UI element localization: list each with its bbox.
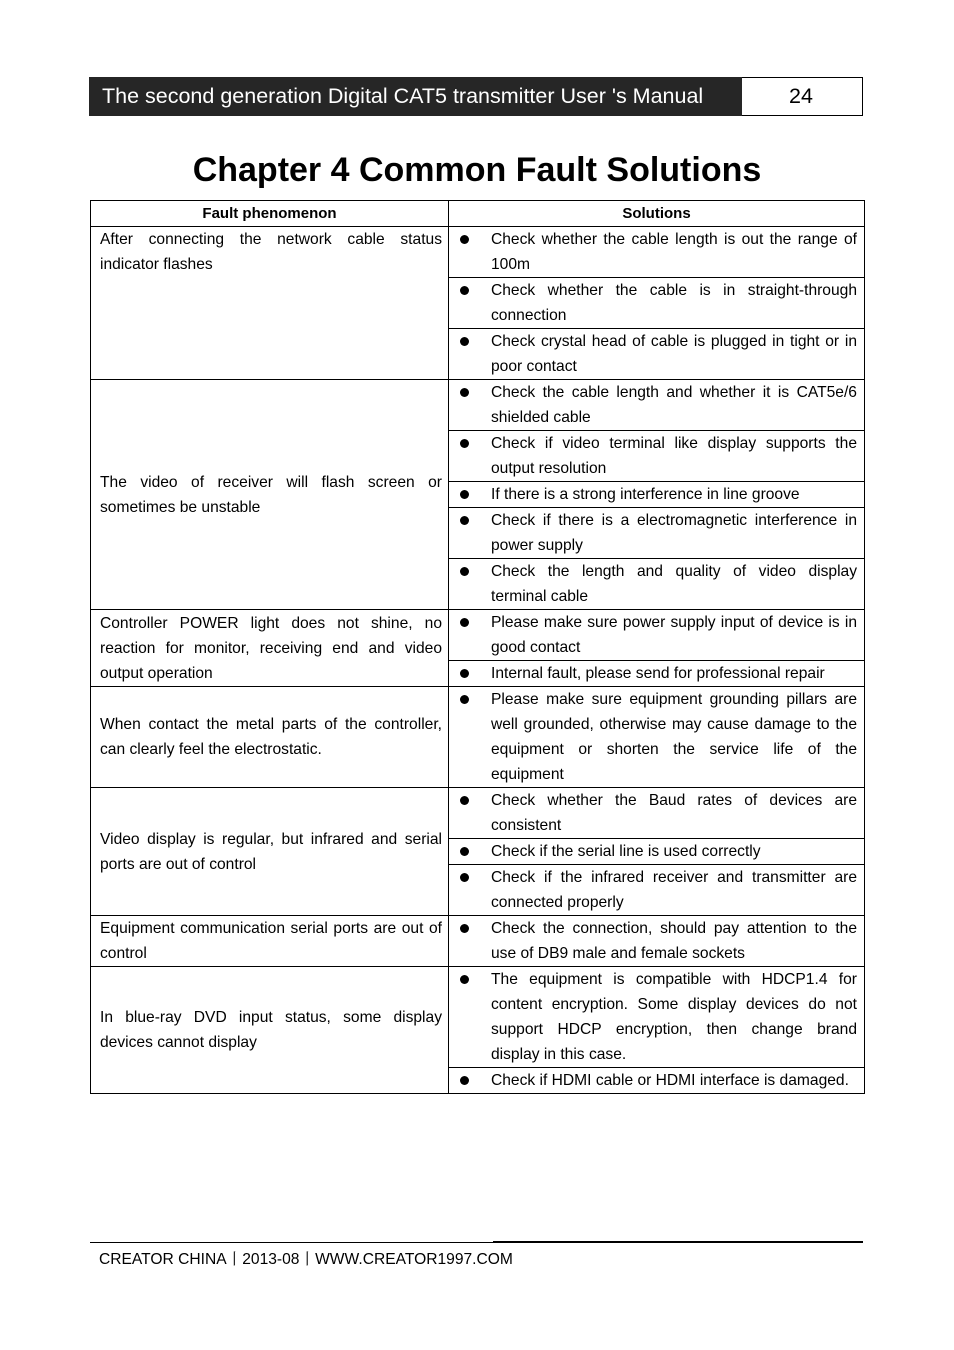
solution-text: Check if the infrared receiver and transmitter are connected properly [491, 869, 857, 911]
bullet-icon [449, 380, 491, 405]
bullet-icon [449, 687, 491, 712]
solution-item [449, 610, 857, 660]
solution-cell [449, 661, 865, 687]
bullet-icon [449, 1068, 491, 1093]
table-row [91, 380, 865, 431]
solution-item [449, 687, 857, 787]
manual-title: The second generation Digital CAT5 transmitter User 's Manual [89, 77, 742, 116]
solution-item [449, 431, 857, 481]
solution-item [449, 839, 857, 864]
solution-text: Check whether the cable is in straight-through connection [491, 282, 857, 324]
solution-item [449, 380, 857, 430]
fault-phenomenon-cell: In blue-ray DVD input status, some display devices cannot display [91, 967, 449, 1094]
table-row [91, 916, 865, 967]
fault-phenomenon-cell: Controller POWER light does not shine, no reaction for monitor, receiving end and video output operation [91, 610, 449, 687]
bullet-icon [449, 227, 491, 252]
solution-text: Check if HDMI cable or HDMI interface is damaged. [491, 1072, 849, 1089]
solution-item [449, 1068, 857, 1093]
solution-text: Check if there is a electromagnetic interference in power supply [491, 512, 857, 554]
bullet-icon [449, 431, 491, 456]
solution-cell [449, 508, 865, 559]
solution-text: Check if video terminal like display supports the output resolution [491, 435, 857, 477]
solution-item [449, 661, 857, 686]
solution-cell [449, 380, 865, 431]
fault-phenomenon-cell: Video display is regular, but infrared and serial ports are out of control [91, 788, 449, 916]
solution-item [449, 967, 857, 1067]
solution-text: Please make sure equipment grounding pillars are well grounded, otherwise may cause damage to the equipment or shorten the service life of the equipment [491, 691, 857, 783]
solution-cell [449, 431, 865, 482]
solution-cell [449, 788, 865, 839]
fault-column-header: Fault phenomenon [91, 201, 449, 227]
bullet-icon [449, 508, 491, 533]
fault-phenomenon-cell: Equipment communication serial ports are out of control [91, 916, 449, 967]
solution-item [449, 329, 857, 379]
bullet-icon [449, 865, 491, 890]
solution-cell [449, 610, 865, 661]
bullet-icon [449, 967, 491, 992]
solution-text: Check the cable length and whether it is CAT5e/6 shielded cable [491, 384, 857, 426]
solution-text: If there is a strong interference in line groove [491, 486, 800, 503]
footer-divider-accent [493, 1241, 863, 1243]
solution-text: The equipment is compatible with HDCP1.4 for content encryption. Some display devices do not support HDCP encryption, then change brand display in this case. [491, 971, 857, 1063]
bullet-icon [449, 916, 491, 941]
solution-cell [449, 687, 865, 788]
solution-text: Internal fault, please send for professional repair [491, 665, 825, 682]
header-bar [89, 77, 863, 116]
fault-solutions-table [90, 200, 865, 1094]
solution-item [449, 788, 857, 838]
bullet-icon [449, 788, 491, 813]
solution-cell [449, 865, 865, 916]
fault-phenomenon-cell: After connecting the network cable status indicator flashes [91, 227, 449, 380]
solution-item [449, 508, 857, 558]
table-row [91, 227, 865, 278]
solution-item [449, 865, 857, 915]
table-row [91, 610, 865, 661]
solution-item [449, 482, 857, 507]
table-row [91, 687, 865, 788]
solution-item [449, 227, 857, 277]
solution-cell [449, 916, 865, 967]
bullet-icon [449, 610, 491, 635]
footer-text: CREATOR CHINA丨2013-08丨WWW.CREATOR1997.COM [99, 1251, 513, 1268]
bullet-icon [449, 661, 491, 686]
table-header-row [91, 201, 865, 227]
bullet-icon [449, 482, 491, 507]
chapter-title: Chapter 4 Common Fault Solutions [192, 151, 762, 189]
solutions-column-header: Solutions [449, 201, 865, 227]
table-body [91, 227, 865, 1094]
solution-cell [449, 839, 865, 865]
solution-cell [449, 1068, 865, 1094]
solution-text: Check whether the cable length is out the range of 100m [491, 231, 857, 273]
solution-item [449, 916, 857, 966]
solution-cell [449, 559, 865, 610]
solution-text: Please make sure power supply input of device is in good contact [491, 614, 857, 656]
solution-text: Check the length and quality of video display terminal cable [491, 563, 857, 605]
page-number: 24 [742, 77, 863, 116]
table-row [91, 967, 865, 1068]
bullet-icon [449, 278, 491, 303]
solution-text: Check the connection, should pay attention to the use of DB9 male and female sockets [491, 920, 857, 962]
fault-phenomenon-cell: When contact the metal parts of the controller, can clearly feel the electrostatic. [91, 687, 449, 788]
solution-item [449, 278, 857, 328]
solution-text: Check whether the Baud rates of devices are consistent [491, 792, 857, 834]
solution-cell [449, 482, 865, 508]
bullet-icon [449, 329, 491, 354]
bullet-icon [449, 559, 491, 584]
solution-cell [449, 227, 865, 278]
solution-item [449, 559, 857, 609]
solution-text: Check if the serial line is used correctly [491, 843, 761, 860]
solution-cell [449, 329, 865, 380]
table-row [91, 788, 865, 839]
solution-text: Check crystal head of cable is plugged in tight or in poor contact [491, 333, 857, 375]
solution-cell [449, 278, 865, 329]
solution-cell [449, 967, 865, 1068]
bullet-icon [449, 839, 491, 864]
fault-phenomenon-cell: The video of receiver will flash screen or sometimes be unstable [91, 380, 449, 610]
